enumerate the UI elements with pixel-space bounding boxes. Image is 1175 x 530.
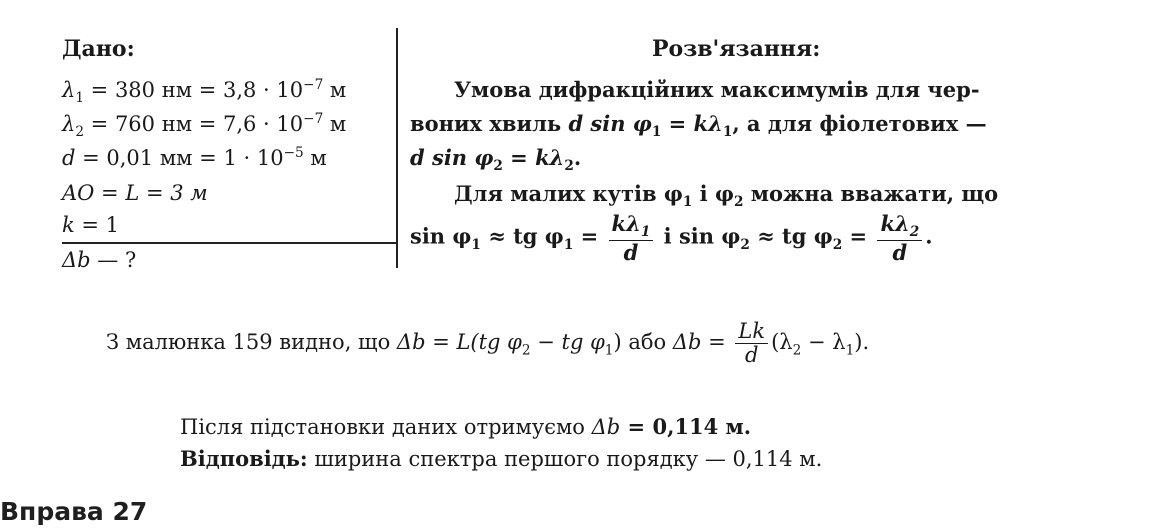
answer-text: ширина спектра першого порядку — 0,114 м.	[307, 447, 823, 471]
unit: м	[323, 78, 347, 102]
text: можна вважати, що	[743, 181, 999, 206]
delta-b-symbol: Δb	[62, 248, 91, 272]
question-text: — ?	[90, 248, 137, 272]
subscript: 1	[651, 124, 662, 141]
text: Для малих кутів φ	[454, 181, 683, 206]
given-lambda1	[62, 77, 346, 106]
k-symbol: k	[62, 213, 75, 237]
fraction-numerator	[609, 212, 654, 241]
unit: м	[323, 112, 347, 136]
formula: sin φ	[678, 223, 741, 249]
given-divider-horizontal	[62, 242, 396, 244]
solution-p1-line2	[410, 111, 987, 140]
text: .	[925, 223, 933, 249]
subscript: 1	[471, 236, 481, 253]
subscript: 2	[564, 158, 574, 175]
formula: d sin φ	[568, 111, 652, 136]
value-text: = 1	[74, 213, 120, 237]
subscript: 1	[640, 224, 651, 241]
fraction-numerator: Lk	[735, 320, 768, 344]
subscript: 2	[792, 342, 802, 359]
solution-p1-line1: Умова дифракційних максимумів для чер-	[454, 77, 980, 102]
result-line	[180, 414, 751, 439]
delta-b-symbol: Δb	[591, 415, 621, 439]
formula: =	[842, 223, 868, 249]
lambda-symbol: λ	[62, 112, 76, 136]
fraction-k-lambda1-over-d	[609, 212, 654, 264]
solution-equation	[410, 212, 933, 264]
solution-p1-line3	[410, 145, 581, 174]
subscript: 1	[722, 124, 733, 141]
formula: )	[613, 330, 622, 355]
value-text: = 0,01 мм = 1 · 10	[75, 146, 284, 170]
formula: = kλ	[661, 111, 723, 136]
fraction-k-lambda2-over-d	[877, 212, 922, 264]
given-find	[62, 248, 136, 272]
d-symbol: d	[62, 146, 76, 170]
given-heading: Дано:	[62, 36, 135, 62]
unit: м	[303, 146, 327, 170]
formula: Δb = L(tg φ	[396, 330, 522, 355]
subscript: 2	[493, 158, 503, 175]
text: воних хвиль	[410, 111, 569, 136]
fraction-denominator: d	[745, 343, 759, 368]
formula: − tg φ	[530, 330, 605, 355]
text: або	[621, 330, 673, 355]
given-divider-vertical	[396, 28, 398, 268]
formula: ).	[854, 330, 870, 355]
figure-relation-line	[106, 320, 869, 367]
formula: d sin φ	[410, 145, 494, 170]
subscript: 1	[682, 194, 693, 211]
solution-p2-line1	[454, 181, 998, 210]
result-value: = 0,114 м.	[620, 414, 752, 439]
subscript: 1	[845, 342, 855, 359]
subscript: 1	[563, 236, 574, 253]
subscript: 2	[740, 236, 750, 253]
given-d	[62, 145, 327, 170]
formula: − λ	[801, 330, 846, 355]
given-lambda2	[62, 111, 346, 140]
text: .	[573, 145, 582, 170]
exponent: −7	[303, 77, 324, 93]
text: і	[656, 223, 679, 249]
formula: ≈ tg φ	[480, 223, 564, 249]
numerator-text: kλ	[880, 211, 910, 236]
subscript: 1	[75, 90, 84, 107]
numerator-text: kλ	[611, 211, 641, 236]
exercise-heading: Вправа 27	[0, 497, 148, 526]
formula: =	[573, 223, 599, 249]
text: Після підстановки даних отримуємо	[180, 415, 592, 439]
formula: ≈ tg φ	[749, 223, 833, 249]
fraction-numerator	[877, 212, 922, 241]
subscript: 2	[832, 236, 843, 253]
subscript: 2	[733, 194, 744, 211]
formula: Δb =	[672, 330, 726, 355]
formula: = kλ	[502, 145, 565, 170]
subscript: 2	[521, 342, 531, 359]
subscript: 2	[75, 124, 84, 141]
fraction-lk-over-d	[735, 320, 768, 367]
subscript: 2	[909, 224, 920, 241]
text: і φ	[692, 181, 734, 206]
fraction-denominator: d	[892, 240, 908, 266]
exponent: −5	[283, 145, 304, 161]
lambda-symbol: λ	[62, 78, 76, 102]
answer-label: Відповідь:	[180, 446, 308, 471]
fraction-denominator: d	[623, 240, 639, 266]
formula: (λ	[771, 330, 793, 355]
formula: sin φ	[410, 223, 472, 249]
solution-heading: Розв'язання:	[652, 36, 821, 62]
given-ao: AO = L = 3 м	[62, 181, 208, 205]
value-text: = 760 нм = 7,6 · 10	[84, 112, 304, 136]
text: З малюнка 159 видно, що	[106, 330, 397, 355]
text: , а для фіолетових —	[732, 111, 987, 136]
given-k	[62, 213, 119, 237]
subscript: 1	[604, 342, 614, 359]
value-text: = 380 нм = 3,8 · 10	[84, 78, 304, 102]
answer-line	[180, 446, 822, 471]
exponent: −7	[303, 111, 324, 127]
